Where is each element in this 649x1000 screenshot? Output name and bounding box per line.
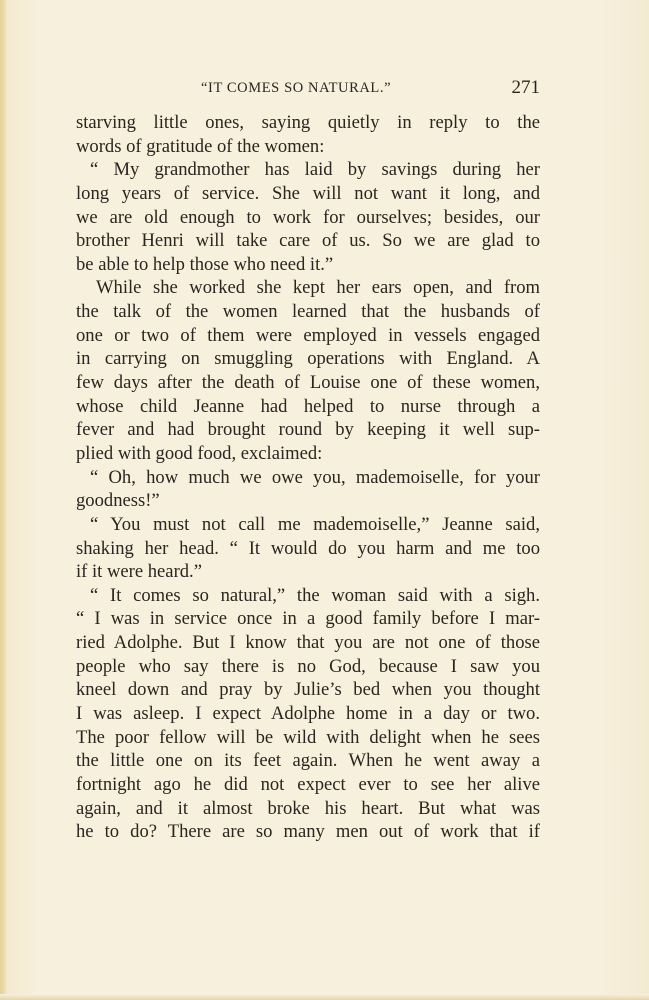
text-line: ried Adolphe. But I know that you are not one of those <box>76 632 540 654</box>
text-line: we are old enough to work for ourselves; besides, our <box>76 206 540 228</box>
text-line: goodness!” <box>76 490 160 512</box>
text-line: “ My grandmother has laid by savings during her <box>90 159 540 181</box>
text-line: plied with good food, exclaimed: <box>76 442 323 464</box>
text-line: whose child Jeanne had helped to nurse through a <box>76 395 540 417</box>
text-line: “ I was in service once in a good family before I mar- <box>76 608 540 630</box>
text-line: if it were heard.” <box>76 561 202 583</box>
text-line: again, and it almost broke his heart. But what was <box>76 797 540 819</box>
text-line: fortnight ago he did not expect ever to see her alive <box>76 773 540 795</box>
page-left-edge <box>0 0 6 1000</box>
text-line: “ You must not call me mademoiselle,” Jeanne said, <box>90 513 540 535</box>
text-line: I was asleep. I expect Adolphe home in a day or two. <box>76 703 540 725</box>
running-title: “IT COMES SO NATURAL.” <box>201 80 392 96</box>
text-line: While she worked she kept her ears open, and from <box>96 277 540 299</box>
text-line: few days after the death of Louise one of these women, <box>76 372 540 394</box>
text-line: in carrying on smuggling operations with England. A <box>76 348 540 370</box>
text-line: The poor fellow will be wild with delight when he sees <box>76 726 540 748</box>
text-line: “ Oh, how much we owe you, mademoiselle, for your <box>90 466 540 488</box>
text-line: people who say there is no God, because I saw you <box>76 655 540 677</box>
text-line: long years of service. She will not want it long, and <box>76 182 540 204</box>
page-number: 271 <box>511 77 540 98</box>
page-bottom-edge <box>0 994 649 1000</box>
page-header <box>76 76 540 100</box>
text-line: he to do? There are so many men out of work that if <box>76 821 540 843</box>
text-line: “ It comes so natural,” the woman said with a sigh. <box>90 584 540 606</box>
text-line: the talk of the women learned that the husbands of <box>76 301 540 323</box>
body-text <box>76 111 540 844</box>
text-line: the little one on its feet again. When he went away a <box>76 750 540 772</box>
text-line: starving little ones, saying quietly in reply to the <box>76 112 540 133</box>
text-line: brother Henri will take care of us. So we are glad to <box>76 230 540 252</box>
text-line: one or two of them were employed in vessels engaged <box>76 324 540 346</box>
text-line: words of gratitude of the women: <box>76 135 325 157</box>
text-line: fever and had brought round by keeping it well sup- <box>76 419 540 441</box>
text-line: be able to help those who need it.” <box>76 253 334 275</box>
text-line: shaking her head. “ It would do you harm and me too <box>76 537 540 559</box>
text-line: kneel down and pray by Julie’s bed when you thought <box>76 679 540 701</box>
